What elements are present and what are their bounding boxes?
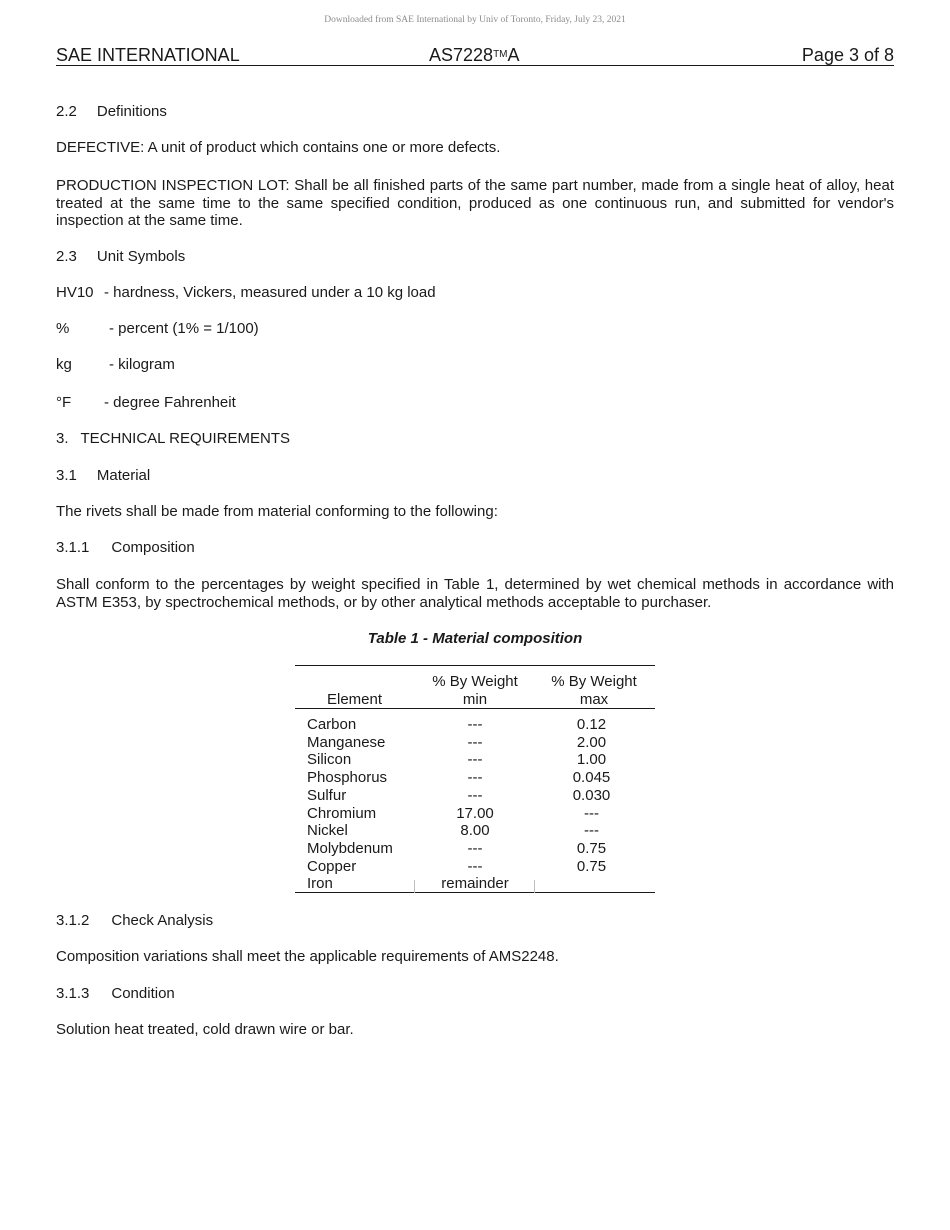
check-analysis-text: Composition variations shall meet the applicable requirements of AMS2248.: [56, 948, 559, 965]
material-text: The rivets shall be made from material conforming to the following:: [56, 503, 498, 520]
table-cell-min: ---: [467, 751, 483, 769]
symbol-hv10-desc: - hardness, Vickers, measured under a 10 kg load: [104, 284, 436, 301]
table-cell-min: 17.00: [456, 804, 494, 822]
section-2-3-heading: [56, 248, 185, 265]
composition-text: Shall conform to the percentages by weight specified in Table 1, determined by wet chemical methods in accordance with ASTM E353, by spectrochemical methods, or by other analytical methods acceptable to purchaser.: [56, 576, 894, 611]
table-1-caption: Table 1 - Material composition: [367, 630, 583, 647]
table-cell-element: Carbon: [307, 716, 357, 733]
section-number: 3.1: [56, 467, 77, 484]
section-3-1-1-heading: [56, 539, 195, 556]
section-title: Condition: [111, 985, 175, 1002]
section-title: Check Analysis: [111, 912, 214, 929]
symbol-kg: kg: [56, 356, 72, 373]
section-title: Material: [96, 467, 151, 484]
table-cell-min: ---: [467, 769, 483, 787]
table-cell-element: Phosphorus: [307, 769, 388, 787]
symbol-kg-desc: - kilogram: [109, 356, 175, 373]
doc-number: AS7228: [429, 45, 494, 65]
table-cell-min: ---: [467, 857, 483, 875]
section-3-1-heading: [56, 467, 150, 484]
table-cell-element: Chromium: [307, 804, 377, 822]
symbol-fahrenheit: °F: [56, 394, 72, 411]
table-cell-max: 0.75: [576, 839, 607, 857]
table-cell-max: 2.00: [576, 733, 607, 751]
table-cell-min: ---: [467, 733, 483, 751]
table-cell-min: ---: [467, 716, 483, 733]
section-3-heading: [56, 430, 290, 447]
table-header-min-bottom: min: [462, 691, 488, 708]
table-cell-element: Copper: [307, 857, 357, 875]
header-page-number: Page 3 of 8: [801, 45, 894, 65]
condition-text: Solution heat treated, cold drawn wire or bar.: [56, 1021, 354, 1038]
section-3-1-2-heading: [56, 912, 213, 929]
table-cell-element: Nickel: [307, 822, 348, 840]
section-3-1-3-heading: [56, 985, 175, 1002]
table-top-rule: [295, 665, 655, 666]
header-org: SAE INTERNATIONAL: [56, 45, 240, 65]
doc-revision: A: [507, 45, 520, 65]
section-title: Composition: [111, 539, 195, 556]
symbol-hv10: HV10: [56, 284, 94, 301]
table-cell-max: ---: [584, 804, 599, 822]
table-header-rule: [295, 708, 655, 709]
table-cell-element: Sulfur: [307, 786, 347, 804]
table-cell-element: Silicon: [307, 751, 352, 769]
symbol-fahrenheit-desc: - degree Fahrenheit: [104, 394, 236, 411]
table-cell-max: ---: [584, 822, 599, 840]
section-number: 2.3: [56, 248, 77, 265]
section-number: 3.: [56, 430, 69, 447]
table-cell-element: Molybdenum: [307, 839, 393, 857]
section-number: 3.1.3: [56, 985, 90, 1002]
symbol-percent: %: [56, 320, 70, 337]
download-watermark: Downloaded from SAE International by Univ of Toronto, Friday, July 23, 2021: [324, 15, 626, 25]
section-2-2-heading: [56, 103, 167, 120]
section-number: 3.1.1: [56, 539, 90, 556]
section-number: 2.2: [56, 103, 77, 120]
table-cell-min: 8.00: [460, 822, 490, 840]
section-number: 3.1.2: [56, 912, 90, 929]
table-cell-min: remainder: [441, 875, 509, 893]
table-cell-max: 0.75: [576, 857, 607, 875]
table-header-max-top: % By Weight: [551, 673, 637, 690]
section-title: Unit Symbols: [96, 248, 186, 265]
defective-definition: DEFECTIVE: A unit of product which contains one or more defects.: [56, 139, 501, 156]
table-cell-min: ---: [467, 786, 483, 804]
table-header-min-top: % By Weight: [432, 673, 518, 690]
symbol-percent-desc: - percent (1% = 1/100): [109, 320, 259, 337]
table-cell-max: 0.045: [572, 769, 611, 787]
table-cell-max: 1.00: [576, 751, 607, 769]
table-header-max-bottom: max: [579, 691, 609, 708]
lot-definition: PRODUCTION INSPECTION LOT: Shall be all finished parts of the same part number, made from a single heat of alloy, heat treated at the same time to the same specified condition, produced as one continuous run, and submitted for vendor's inspection at the same time.: [56, 177, 894, 229]
table-cell-element: Iron: [307, 875, 333, 893]
table-cell-max: 0.030: [572, 786, 611, 804]
section-title: TECHNICAL REQUIREMENTS: [80, 430, 290, 447]
table-header-element: Element: [327, 691, 383, 708]
table-cell-max: 0.12: [576, 716, 607, 733]
section-title: Definitions: [96, 103, 167, 120]
table-cell-element: Manganese: [307, 733, 386, 751]
table-cell-min: ---: [467, 839, 483, 857]
trademark-mark: TM: [493, 49, 508, 60]
page-header: [56, 45, 894, 66]
header-doc-id: [429, 45, 520, 66]
